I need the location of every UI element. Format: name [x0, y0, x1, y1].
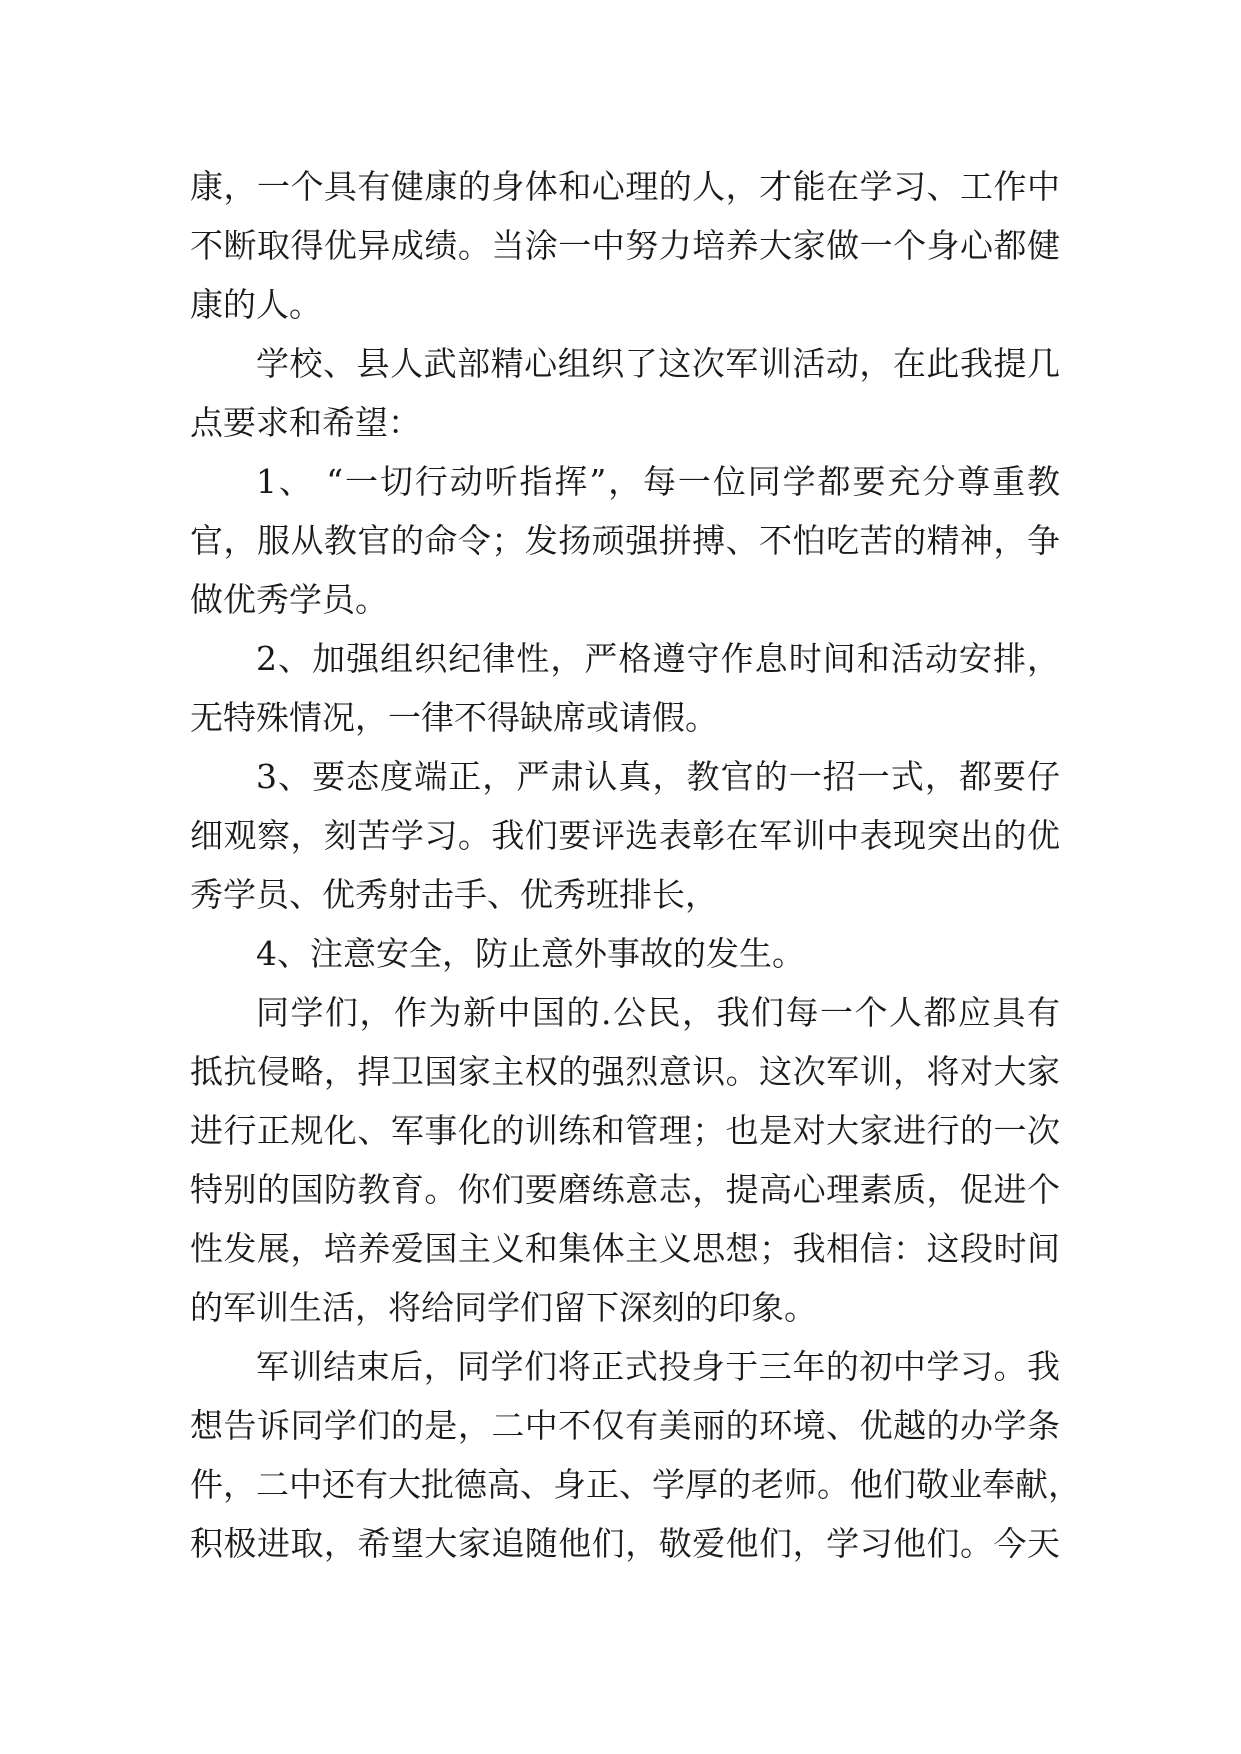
text-line: 特别的国防教育。你们要磨练意志，提高心理素质，促进个 — [190, 1170, 1060, 1209]
text-line: 积极进取，希望大家追随他们，敬爱他们，学习他们。今天 — [190, 1524, 1060, 1563]
text-line: 不断取得优异成绩。当涂一中努力培养大家做一个身心都健 — [190, 226, 1060, 265]
text-line: 想告诉同学们的是，二中不仅有美丽的环境、优越的办学条 — [190, 1406, 1060, 1445]
text-line: 秀学员、优秀射击手、优秀班排长， — [190, 875, 718, 914]
text-line: 2、加强组织纪律性，严格遵守作息时间和活动安排， — [256, 639, 1060, 678]
text-line: 同学们，作为新中国的.公民，我们每一个人都应具有 — [256, 993, 1060, 1032]
text-line: 3、要态度端正，严肃认真，教官的一招一式，都要仔 — [256, 757, 1060, 796]
text-line: 抵抗侵略，捍卫国家主权的强烈意识。这次军训，将对大家 — [190, 1052, 1060, 1091]
text-line: 康，一个具有健康的身体和心理的人，才能在学习、工作中 — [190, 167, 1060, 206]
text-line: 细观察，刻苦学习。我们要评选表彰在军训中表现突出的优 — [190, 816, 1060, 855]
text-line: 性发展，培养爱国主义和集体主义思想；我相信：这段时间 — [190, 1229, 1060, 1268]
text-line: 的军训生活，将给同学们留下深刻的印象。 — [190, 1288, 817, 1327]
text-line: 军训结束后，同学们将正式投身于三年的初中学习。我 — [256, 1347, 1060, 1386]
text-line: 1、 “一切行动听指挥”，每一位同学都要充分尊重教 — [256, 462, 1060, 501]
text-line: 点要求和希望： — [190, 403, 421, 442]
text-line: 无特殊情况，一律不得缺席或请假。 — [190, 698, 718, 737]
text-line: 做优秀学员。 — [190, 580, 388, 619]
text-line: 4、注意安全，防止意外事故的发生。 — [256, 934, 805, 973]
document-body — [190, 157, 1081, 1573]
text-line: 康的人。 — [190, 285, 322, 324]
text-line: 官，服从教官的命令；发扬顽强拼搏、不怕吃苦的精神，争 — [190, 521, 1060, 560]
text-line: 进行正规化、军事化的训练和管理；也是对大家进行的一次 — [190, 1111, 1060, 1150]
text-line: 学校、县人武部精心组织了这次军训活动，在此我提几 — [256, 344, 1060, 383]
text-line: 件，二中还有大批德高、身正、学厚的老师。他们敬业奉献， — [190, 1465, 1081, 1504]
